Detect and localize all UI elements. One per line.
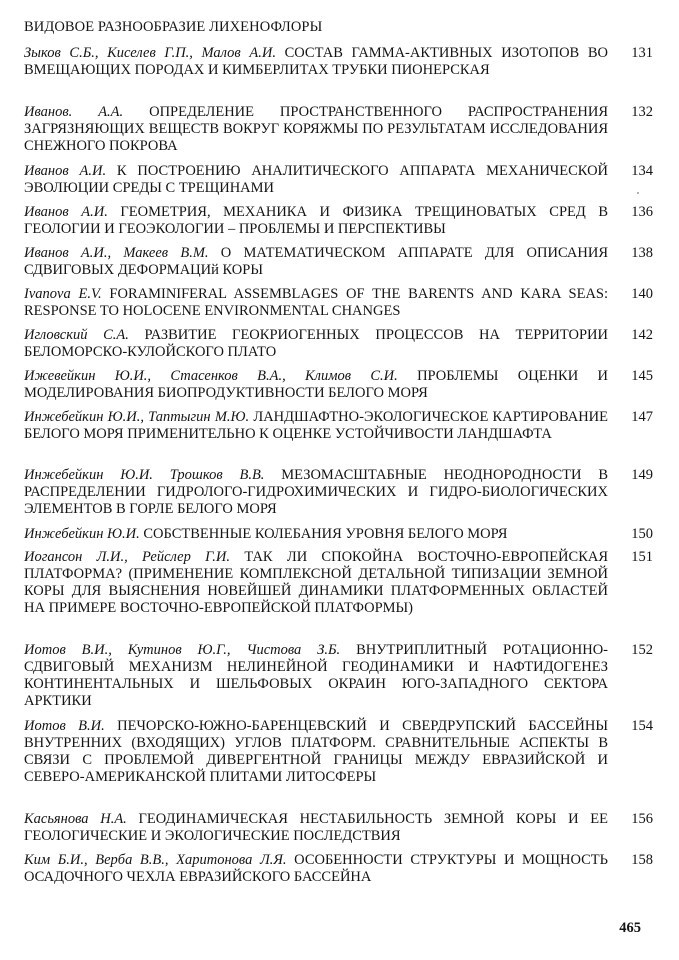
entry-page-number: 152 [631, 642, 653, 658]
entry-page-number: 151 [631, 549, 653, 565]
entry-title: ОСОБЕННОСТИ СТРУКТУРЫ И МОЩНОСТЬ ОСАДОЧНОГО ЧЕХЛА ЕВРАЗИЙСКОГО БАССЕЙНА [24, 852, 608, 885]
entry-authors: Иванов А.И., Макеев В.М. [24, 245, 209, 261]
entry-authors: Ivanova E.V. [24, 286, 102, 302]
entry-title: СОСТАВ ГАММА-АКТИВНЫХ ИЗОТОПОВ ВО ВМЕЩАЮЩИХ ПОРОДАХ И КИМБЕРЛИТАХ ТРУБКИ ПИОНЕРСКАЯ [24, 45, 608, 78]
entry-page-number: 136 [631, 204, 653, 220]
entry-authors: Инжебейкин Ю.И. Трошков В.В. [24, 467, 265, 483]
entry-page-number: 158 [631, 852, 653, 868]
toc-entry [24, 811, 608, 845]
entry-title: К ПОСТРОЕНИЮ АНАЛИТИЧЕСКОГО АППАРАТА МЕХАНИЧЕСКОЙ ЭВОЛЮЦИИ СРЕДЫ С ТРЕЩИНАМИ [24, 163, 609, 196]
entry-title: О МАТЕМАТИЧЕСКОМ АППАРАТЕ ДЛЯ ОПИСАНИЯ СДВИГОВЫХ ДЕФОРМАЦИй КОРЫ [24, 245, 608, 278]
entry-authors: Касьянова Н.А. [24, 811, 127, 827]
entry-page-number: 131 [631, 45, 653, 61]
entry-title: ТАК ЛИ СПОКОЙНА ВОСТОЧНО-ЕВРОПЕЙСКАЯ ПЛАТФОРМА? (ПРИМЕНЕНИЕ КОМПЛЕКСНОЙ ДЕТАЛЬНОЙ ТИПИЗАЦИИ ЗЕМНОЙ КОРЫ ДЛЯ ВЫЯСНЕНИЯ НОВЕЙШЕЙ ДИНАМИКИ ПЛАТФОРМЕННЫХ ОБЛАСТЕЙ НА ПРИМЕРЕ ВОСТОЧНО-ЕВРОПЕЙСКОЙ ПЛАТФОРМЫ) [24, 549, 609, 616]
entry-title: ГЕОДИНАМИЧЕСКАЯ НЕСТАБИЛЬНОСТЬ ЗЕМНОЙ КОРЫ И ЕЕ ГЕОЛОГИЧЕСКИЕ И ЭКОЛОГИЧЕСКИЕ ПОСЛЕДСТВИЯ [24, 811, 608, 844]
toc-entry [24, 368, 608, 402]
toc-entry [24, 245, 608, 279]
entry-page-number: 145 [631, 368, 653, 384]
entry-page-number: 147 [631, 409, 653, 425]
entry-authors: Иогансон Л.И., Рейслер Г.И. [24, 549, 231, 565]
toc-entry [24, 549, 608, 617]
toc-entry [24, 718, 608, 786]
toc-entry [24, 467, 608, 518]
entry-authors: Ким Б.И., Верба В.В., Харитонова Л.Я. [24, 852, 287, 868]
entry-title: ВНУТРИПЛИТНЫЙ РОТАЦИОННО-СДВИГОВЫЙ МЕХАНИЗМ НЕЛИНЕЙНОЙ ГЕОДИНАМИКИ И НАФТИДОГЕНЕЗ КОНТИНЕНТАЛЬНЫХ И ШЕЛЬФОВЫХ ОКРАИН ЮГО-ЗАПАДНОГО СЕКТОРА АРКТИКИ [24, 642, 608, 709]
toc-entry [24, 286, 608, 320]
entry-page-number: 156 [631, 811, 653, 827]
entry-page-number: 150 [631, 526, 653, 542]
entry-authors: Инжебейкин Ю.И. [24, 526, 140, 542]
entry-authors: Иванов. А.А. [24, 104, 124, 120]
toc-entry [24, 409, 608, 443]
page-number: 465 [619, 920, 641, 936]
scan-speck [637, 192, 639, 194]
toc-entry [24, 526, 608, 543]
toc-entry [24, 45, 608, 79]
entry-authors: Иотов В.И. [24, 718, 105, 734]
entry-title: МЕЗОМАСШТАБНЫЕ НЕОДНОРОДНОСТИ В РАСПРЕДЕЛЕНИИ ГИДРОЛОГО-ГИДРОХИМИЧЕСКИХ И ГИДРО-БИОЛОГИЧЕСКИХ ЭЛЕМЕНТОВ В ГОРЛЕ БЕЛОГО МОРЯ [24, 467, 608, 517]
entry-page-number: 140 [631, 286, 653, 302]
entry-authors: Иванов А.И. [24, 204, 108, 220]
toc-entry [24, 204, 608, 238]
toc-entry [24, 642, 608, 710]
entry-authors: Инжебейкин Ю.И., Таптыгин М.Ю. [24, 409, 250, 425]
entry-authors: Иванов А.И. [24, 163, 107, 179]
entry-page-number: 134 [631, 163, 653, 179]
toc-entry [24, 327, 608, 361]
entry-page-number: 149 [631, 467, 653, 483]
entry-authors: Игловский С.А. [24, 327, 129, 343]
entry-title: ПЕЧОРСКО-ЮЖНО-БАРЕНЦЕВСКИЙ И СВЕРДРУПСКИЙ БАССЕЙНЫ ВНУТРЕННИХ (ВХОДЯЩИХ) УГЛОВ ПЛАТФОРМ. СРАВНИТЕЛЬНЫЕ АСПЕКТЫ В СВЯЗИ С ПРОБЛЕМОЙ ДИВЕРГЕНТНОЙ ГРАНИЦЫ МЕЖДУ ЕВРАЗИЙСКОЙ И СЕВЕРО-АМЕРИКАНСКОЙ ПЛИТАМИ ЛИТОСФЕРЫ [24, 718, 609, 785]
entry-title: FORAMINIFERAL ASSEMBLAGES OF THE BARENTS AND KARA SEAS: RESPONSE TO HOLOCENE ENVIRONMENTAL CHANGES [24, 286, 609, 319]
entry-title: СОБСТВЕННЫЕ КОЛЕБАНИЯ УРОВНЯ БЕЛОГО МОРЯ [143, 526, 508, 542]
entry-title: ЛАНДШАФТНО-ЭКОЛОГИЧЕСКОЕ КАРТИРОВАНИЕ БЕЛОГО МОРЯ ПРИМЕНИТЕЛЬНО К ОЦЕНКЕ УСТОЙЧИВОСТИ ЛАНДШАФТА [24, 409, 609, 442]
toc-entry [24, 163, 608, 197]
toc-entry [24, 852, 608, 886]
continued-entry-title: ВИДОВОЕ РАЗНООБРАЗИЕ ЛИХЕНОФЛОРЫ [24, 19, 323, 35]
toc-entry [24, 104, 608, 155]
entry-page-number: 132 [631, 104, 653, 120]
entry-authors: Иотов В.И., Кутинов Ю.Г., Чистова З.Б. [24, 642, 341, 658]
entry-title: ПРОБЛЕМЫ ОЦЕНКИ И МОДЕЛИРОВАНИЯ БИОПРОДУКТИВНОСТИ БЕЛОГО МОРЯ [24, 368, 608, 401]
entry-title: ОПРЕДЕЛЕНИЕ ПРОСТРАНСТВЕННОГО РАСПРОСТРАНЕНИЯ ЗАГРЯЗНЯЮЩИХ ВЕЩЕСТВ ВОКРУГ КОРЯЖМЫ ПО РЕЗУЛЬТАТАМ ИССЛЕДОВАНИЯ СНЕЖНОГО ПОКРОВА [24, 104, 608, 154]
entry-title: ГЕОМЕТРИЯ, МЕХАНИКА И ФИЗИКА ТРЕЩИНОВАТЫХ СРЕД В ГЕОЛОГИИ И ГЕОЭКОЛОГИИ – ПРОБЛЕМЫ И ПЕРСПЕКТИВЫ [24, 204, 609, 237]
entry-title: РАЗВИТИЕ ГЕОКРИОГЕННЫХ ПРОЦЕССОВ НА ТЕРРИТОРИИ БЕЛОМОРСКО-КУЛОЙСКОГО ПЛАТО [24, 327, 608, 360]
entry-authors: Зыков С.Б., Киселев Г.П., Малов А.И. [24, 45, 276, 61]
entry-page-number: 142 [631, 327, 653, 343]
entry-page-number: 154 [631, 718, 653, 734]
entry-authors: Ижевейкин Ю.И., Стасенков В.А., Климов С.И. [24, 368, 398, 384]
entry-page-number: 138 [631, 245, 653, 261]
